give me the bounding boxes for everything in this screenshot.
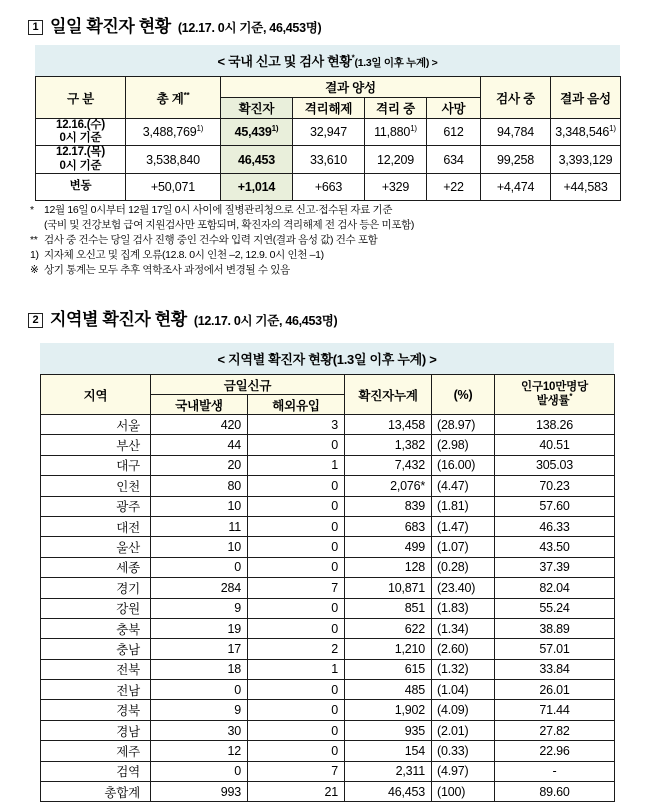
cell-region: 대구 [41,455,151,475]
cell-region: 충남 [41,639,151,659]
row-label-line1: 12.17.(목) [56,146,105,159]
domestic-report-test-status-table-wrap [35,45,620,201]
table-row [41,435,615,455]
cell-percent: (1.34) [432,618,495,638]
cell-confirmed: 45,439$^{1)}$ [221,119,293,146]
cell-rate: 70.23 [495,476,615,496]
cell-imported: 0 [248,537,345,557]
cell-percent: (1.32) [432,659,495,679]
cell-cumulative: 7,432 [345,455,432,475]
table-row [36,119,621,146]
table-row [36,173,621,200]
cell-imported: 0 [248,680,345,700]
cell-total: +50,071 [126,173,221,200]
th-imported: 해외유입 [248,395,345,415]
footnote-marker: * [30,204,34,216]
cell-rate: 43.50 [495,537,615,557]
cell-domestic: 17 [151,639,248,659]
cell-cumulative: 2,311 [345,761,432,781]
cell-negative: 3,393,129 [551,146,621,173]
cell-percent: (4.47) [432,476,495,496]
cell-total: 3,538,840 [126,146,221,173]
cell-domestic: 284 [151,578,248,598]
cell-isolating: 11,880$^{1)}$ [365,119,427,146]
cell-cumulative: 1,382 [345,435,432,455]
cell-region: 부산 [41,435,151,455]
th-confirmed: 확진자 [221,98,293,119]
cell-imported: 1 [248,659,345,679]
footnote-text: 12월 16일 0시부터 12월 17일 0시 사이에 질병관리청으로 신고·접수된 자료 기준 [44,204,393,216]
cell-rate: 89.60 [495,782,615,802]
th-rate-line2: 발생률 [536,394,570,407]
cell-domestic: 10 [151,496,248,516]
footnote [30,218,630,233]
cell-percent: (23.40) [432,578,495,598]
cell-region: 검역 [41,761,151,781]
table1-caption-asterisk: * [351,53,355,63]
cell-region: 경기 [41,578,151,598]
regional-confirmed-status-table-wrap [40,343,614,802]
cell-imported: 2 [248,639,345,659]
cell-rate: 22.96 [495,741,615,761]
cell-domestic: 10 [151,537,248,557]
cell-imported: 0 [248,741,345,761]
footnote [30,233,630,248]
cell-rate: 46.33 [495,516,615,536]
cell-percent: (100) [432,782,495,802]
table-row [41,782,615,802]
cell-isolating: 12,209 [365,146,427,173]
cell-cumulative: 1,210 [345,639,432,659]
th-total-label: 총 계 [156,91,184,106]
row-label [36,173,126,200]
cell-percent: (2.98) [432,435,495,455]
table1-caption-prefix: < 국내 신고 및 검사 현황 [217,54,352,69]
table-row [41,720,615,740]
table-row [41,618,615,638]
table1-body [36,119,621,201]
cell-cumulative: 839 [345,496,432,516]
cell-released: +663 [293,173,365,200]
regional-confirmed-status-table [40,374,615,802]
section-subtitle-2: (12.17. 0시 기준, 46,453명) [193,314,338,328]
table-row [41,680,615,700]
cell-domestic: 11 [151,516,248,536]
cell-rate: 40.51 [495,435,615,455]
cell-cumulative: 128 [345,557,432,577]
table2-caption: < 지역별 확진자 현황(1.3일 이후 누계) > [40,343,614,374]
cell-cumulative: 683 [345,516,432,536]
cell-cumulative: 154 [345,741,432,761]
th-total-sup: ** [183,90,190,100]
th-rate-sup: * [569,391,573,401]
cell-confirmed-sup: 1) [271,124,279,134]
table-row [41,578,615,598]
cell-released: 33,610 [293,146,365,173]
cell-negative: +44,583 [551,173,621,200]
cell-rate: 305.03 [495,455,615,475]
domestic-report-test-status-table [35,76,621,201]
cell-imported: 1 [248,455,345,475]
cell-rate: 37.39 [495,557,615,577]
th-domestic: 국내발생 [151,395,248,415]
cell-percent: (1.47) [432,516,495,536]
cell-rate: 71.44 [495,700,615,720]
cell-cumulative: 2,076* [345,476,432,496]
section-heading-2 [0,305,337,330]
cell-negative-sup: 1) [609,124,616,134]
cell-region: 제주 [41,741,151,761]
table-row [41,476,615,496]
cell-deaths: 612 [427,119,481,146]
table-row [41,761,615,781]
cell-region: 경북 [41,700,151,720]
th-isolating: 격리 중 [365,98,427,119]
cell-total: 3,488,769$^{1)}$ [126,119,221,146]
footnote-marker: ※ [30,263,39,276]
cell-imported: 21 [248,782,345,802]
th-released: 격리해제 [293,98,365,119]
cell-isolating: +329 [365,173,427,200]
cell-released: 32,947 [293,119,365,146]
cell-region: 총합계 [41,782,151,802]
table-row [41,496,615,516]
footnote [30,248,630,263]
cell-domestic: 30 [151,720,248,740]
th-deaths: 사망 [427,98,481,119]
cell-imported: 0 [248,618,345,638]
cell-imported: 0 [248,476,345,496]
row-label [36,119,126,146]
cell-percent: (1.83) [432,598,495,618]
cell-cumulative: 935 [345,720,432,740]
section-title-2: 지역별 확진자 현황 [50,310,187,329]
cell-domestic: 9 [151,598,248,618]
table-row [41,741,615,761]
cell-testing: 99,258 [481,146,551,173]
footnote-text: 상기 통계는 모두 추후 역학조사 과정에서 변경될 수 있음 [44,263,290,276]
cell-deaths: +22 [427,173,481,200]
cell-region: 강원 [41,598,151,618]
cell-rate: 57.01 [495,639,615,659]
table-row [41,516,615,536]
cell-region: 대전 [41,516,151,536]
cell-imported: 0 [248,516,345,536]
cell-cumulative: 615 [345,659,432,679]
footnote-marker: 1) [30,248,39,261]
row-label-line2: 0시 기준 [59,159,102,172]
cell-domestic: 12 [151,741,248,761]
th-rate-line1: 인구10만명당 [521,380,588,393]
table-row [41,557,615,577]
cell-percent: (4.09) [432,700,495,720]
table-row [41,415,615,435]
table-row [41,700,615,720]
cell-deaths: 634 [427,146,481,173]
th-region: 지역 [41,375,151,415]
cell-domestic: 44 [151,435,248,455]
cell-negative: 3,348,546$^{1)}$ [551,119,621,146]
table2-header-row-top [41,375,615,395]
row-label-line1: 변동 [69,180,92,193]
cell-cumulative: 1,902 [345,700,432,720]
row-label-line1: 12.16.(수) [56,119,105,131]
cell-rate: 55.24 [495,598,615,618]
cell-region: 서울 [41,415,151,435]
cell-cumulative: 46,453 [345,782,432,802]
table1-footnotes [30,203,630,278]
cell-domestic: 18 [151,659,248,679]
footnote-text: 지자체 오신고 및 집계 오류(12.8. 0시 인천 –2, 12.9. 0시 인천 –1) [44,248,324,261]
cell-imported: 3 [248,415,345,435]
cell-rate: 57.60 [495,496,615,516]
table-row [41,537,615,557]
th-testing: 검사 중 [481,77,551,119]
footnote [30,263,630,278]
cell-confirmed: 46,453 [221,146,293,173]
cell-percent: (1.81) [432,496,495,516]
cell-domestic: 80 [151,476,248,496]
section-subtitle-1: (12.17. 0시 기준, 46,453명) [177,21,322,35]
cell-region: 세종 [41,557,151,577]
cell-domestic: 420 [151,415,248,435]
table-row [36,146,621,173]
cell-region: 전북 [41,659,151,679]
cell-region: 광주 [41,496,151,516]
cell-testing: +4,474 [481,173,551,200]
cell-imported: 7 [248,761,345,781]
cell-percent: (2.60) [432,639,495,659]
table-row [41,455,615,475]
table-row [41,598,615,618]
cell-imported: 0 [248,496,345,516]
table2-body [41,415,615,802]
th-negative: 결과 음성 [551,77,621,119]
cell-cumulative: 10,871 [345,578,432,598]
cell-domestic: 0 [151,680,248,700]
cell-imported: 0 [248,557,345,577]
th-percent: (%) [432,375,495,415]
cell-testing: 94,784 [481,119,551,146]
cell-domestic: 0 [151,761,248,781]
cell-imported: 0 [248,700,345,720]
th-division: 구 분 [36,77,126,119]
cell-percent: (0.33) [432,741,495,761]
cell-rate: 26.01 [495,680,615,700]
cell-cumulative: 622 [345,618,432,638]
cell-isolating-sup: 1) [410,124,417,134]
th-cumulative: 확진자누계 [345,375,432,415]
cell-percent: (1.04) [432,680,495,700]
table-row [41,639,615,659]
row-label [36,146,126,173]
cell-rate: 33.84 [495,659,615,679]
th-rate-per-100k [495,375,615,415]
table1-header-row-top [36,77,621,98]
cell-percent: (4.97) [432,761,495,781]
cell-total-sup: 1) [196,124,204,134]
cell-confirmed: +1,014 [221,173,293,200]
cell-rate: 138.26 [495,415,615,435]
cell-percent: (16.00) [432,455,495,475]
table1-caption-suffix: (1.3일 이후 누계) > [354,57,438,69]
cell-domestic: 20 [151,455,248,475]
cell-imported: 7 [248,578,345,598]
cell-cumulative: 851 [345,598,432,618]
cell-cumulative: 499 [345,537,432,557]
cell-domestic: 19 [151,618,248,638]
cell-imported: 0 [248,598,345,618]
footnote-marker: ** [30,233,38,246]
table-row [41,659,615,679]
cell-percent: (0.28) [432,557,495,577]
cell-imported: 0 [248,720,345,740]
cell-cumulative: 485 [345,680,432,700]
cell-domestic: 993 [151,782,248,802]
section-heading-1 [0,12,321,37]
cell-region: 인천 [41,476,151,496]
footnote-text: (국비 및 건강보험 급여 지원검사만 포함되며, 확진자의 격리해제 전 검사 등은 미포함) [44,218,415,231]
cell-percent: (1.07) [432,537,495,557]
cell-region: 충북 [41,618,151,638]
th-today-new: 금일신규 [151,375,345,395]
cell-region: 울산 [41,537,151,557]
footnote [30,203,630,218]
row-label-line2: 0시 기준 [59,132,102,145]
cell-region: 경남 [41,720,151,740]
cell-region: 전남 [41,680,151,700]
cell-rate: 38.89 [495,618,615,638]
cell-imported: 0 [248,435,345,455]
th-positive-group: 결과 양성 [221,77,481,98]
th-total [126,77,221,119]
table1-caption [35,45,620,76]
section-number-badge-2: 2 [28,313,43,328]
section-title-1: 일일 확진자 현황 [50,17,171,36]
cell-cumulative: 13,458 [345,415,432,435]
section-number-badge-1: 1 [28,20,43,35]
cell-domestic: 9 [151,700,248,720]
cell-percent: (2.01) [432,720,495,740]
cell-percent: (28.97) [432,415,495,435]
cell-rate: 82.04 [495,578,615,598]
cell-rate: - [495,761,615,781]
cell-rate: 27.82 [495,720,615,740]
cell-domestic: 0 [151,557,248,577]
footnote-text: 검사 중 건수는 당일 검사 진행 중인 건수와 입력 지연(결과 음성 값) 건수 포함 [44,233,378,246]
